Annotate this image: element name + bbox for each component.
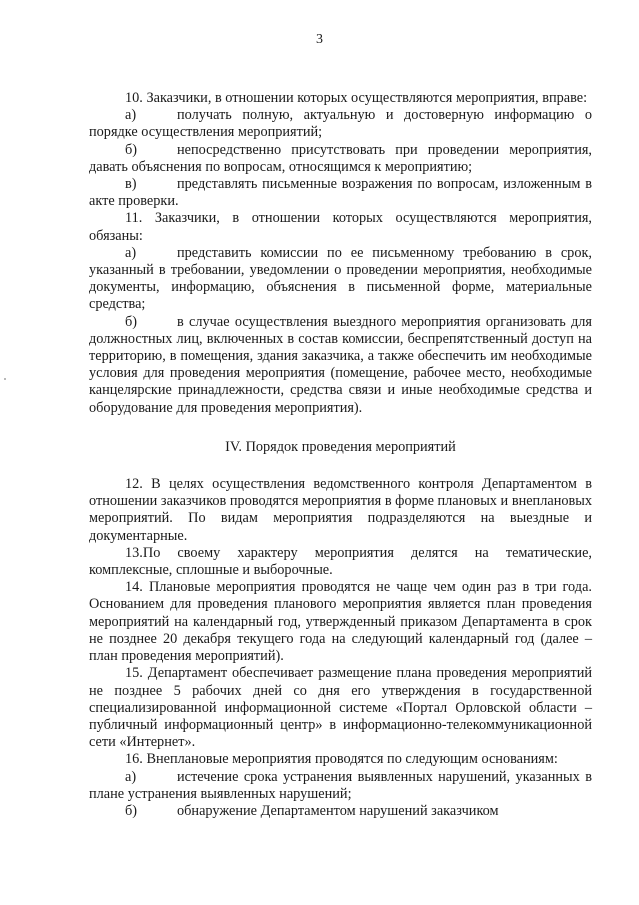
paragraph	[89, 545, 592, 579]
paragraph	[89, 476, 592, 545]
paragraph	[89, 314, 592, 417]
paragraph-text: 14. Плановые мероприятия проводятся не чаще чем один раз в три года. Основанием для проведения планового мероприятия является план проведения мероприятий на календарный год, утвержденный приказом Департамента в срок не позднее 20 декабря текущего года на следующий календарный год (далее – план проведения мероприятий).	[89, 579, 592, 665]
paragraph-text: истечение срока устранения выявленных нарушений, указанных в плане устранения выявленных нарушений;	[89, 768, 592, 802]
paragraph	[89, 751, 592, 768]
paragraph	[89, 803, 592, 820]
paragraph	[89, 176, 592, 210]
list-marker: а)	[125, 107, 137, 124]
section-heading: IV. Порядок проведения мероприятий	[225, 438, 456, 455]
paragraph-text: 13.По своему характеру мероприятия делятся на тематические, комплексные, сплошные и выборочные.	[89, 544, 592, 579]
paragraph	[89, 579, 592, 665]
paragraph-text: 10. Заказчики, в отношении которых осуществляются мероприятия, вправе:	[125, 90, 588, 106]
paragraph	[89, 142, 592, 176]
paragraph-text: в случае осуществления выездного мероприятия организовать для должностных лиц, включенных в состав комиссии, беспрепятственный доступ на территорию, в помещения, здания заказчика, а также обеспечить им необходимые условия для проведения мероприятия (помещение, рабочее место, необходимые канцелярские принадлежности, средства связи и иные необходимые средства и оборудование для проведения мероприятия).	[89, 313, 592, 416]
paragraph-text: непосредственно присутствовать при проведении мероприятия, давать объяснения по вопросам, относящимся к мероприятию;	[89, 141, 592, 175]
paragraph-text: получать полную, актуальную и достоверную информацию о порядке осуществления мероприятий;	[89, 107, 592, 141]
paragraph-text: 16. Внеплановые мероприятия проводятся по следующим основаниям:	[125, 751, 558, 768]
list-marker: б)	[125, 141, 138, 158]
paragraph-text: 11. Заказчики, в отношении которых осуществляются мероприятия, обязаны:	[89, 210, 592, 244]
paragraph-text: 12. В целях осуществления ведомственного контроля Департаментом в отношении заказчиков проводятся мероприятия в форме плановых и внеплановых мероприятий. По видам мероприятия подразделяются на выездные и документарные.	[89, 476, 592, 544]
paragraph-text: представлять письменные возражения по вопросам, изложенным в акте проверки.	[89, 176, 592, 210]
list-marker: а)	[125, 244, 137, 261]
list-marker: б)	[125, 313, 138, 330]
paragraph	[89, 210, 592, 244]
list-marker: а)	[125, 768, 137, 785]
list-marker: б)	[125, 802, 138, 819]
section-rights-obligations	[89, 90, 592, 417]
paragraph	[89, 107, 592, 141]
page-number: 3	[316, 32, 323, 47]
list-marker: в)	[125, 176, 137, 193]
paragraph-text: представить комиссии по ее письменному требованию в срок, указанный в требовании, уведомлении о проведении мероприятия, необходимые документы, информацию, объяснения в письменной форме, материальные средства;	[89, 244, 592, 313]
paragraph	[89, 769, 592, 803]
paragraph	[89, 245, 592, 314]
section-procedure	[89, 476, 592, 820]
paragraph-text: обнаружение Департаментом нарушений заказчиком	[177, 802, 499, 819]
paragraph	[89, 90, 592, 107]
paragraph-text: 15. Департамент обеспечивает размещение плана проведения мероприятий не позднее 5 рабочих дней со дня его утверждения в государственной специализированной информационной системе «Портал Орловской области – публичный информационный центр» в информационно-телекоммуникационной сети «Интернет».	[89, 665, 592, 751]
paragraph	[89, 665, 592, 751]
document-body	[89, 90, 592, 820]
scan-mark	[4, 378, 6, 380]
